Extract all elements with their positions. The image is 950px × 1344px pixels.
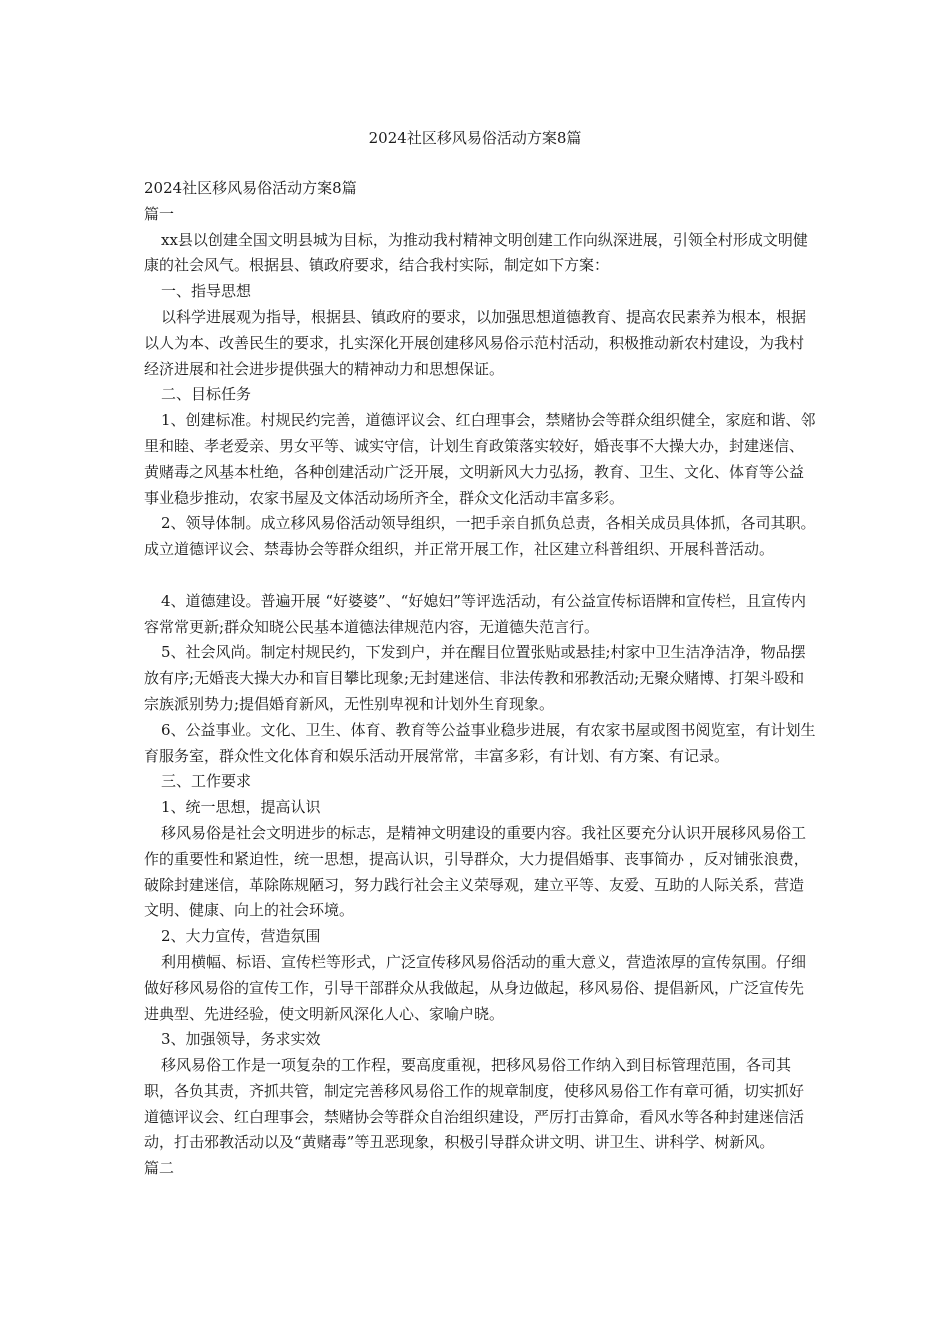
- requirement-1-title: 1、统一思想，提高认识: [161, 798, 321, 817]
- section-heading-2: 篇二: [144, 1159, 175, 1178]
- goal-item-5: 5、社会风尚。制定村规民约，下发到户，并在醒目位置张贴或悬挂;村家中卫生洁净洁净，物品摆放有序;无婚丧大操大办和盲目攀比现象;无封建迷信、非法传教和邪教活动;无聚众赌博、打架斗殴和宗族派别势力;提倡婚育新风，无性别卑视和计划外生育现象。: [144, 643, 806, 713]
- document-subtitle: 2024社区移风易俗活动方案8篇: [144, 179, 357, 197]
- heading-guiding-thought: 一、指导思想: [161, 282, 252, 301]
- requirement-2-body: 利用横幅、标语、宣传栏等形式，广泛宣传移风易俗活动的重大意义，营造浓厚的宣传氛围。仔细做好移风易俗的宣传工作，引导干部群众从我做起，从身边做起，移风易俗、提倡新风，广泛宣传先进典型、先进经验，使文明新风深化人心、家喻户晓。: [144, 952, 807, 1023]
- document-body: [144, 176, 816, 1182]
- intro-paragraph: xx县以创建全国文明县城为目标，为推动我村精神文明创建工作向纵深进展，引领全村形成文明健康的社会风气。根据县、镇政府要求，结合我村实际，制定如下方案：: [144, 230, 808, 275]
- guiding-thought-paragraph: 以科学进展观为指导，根据县、镇政府的要求，以加强思想道德教育、提高农民素养为根本，根据以人为本、改善民生的要求，扎实深化开展创建移风易俗示范村活动，积极推动新农村建设，为我村经济进展和社会进步提供强大的精神动力和思想保证。: [144, 307, 807, 378]
- heading-goals: 二、目标任务: [161, 385, 252, 404]
- requirement-3-body: 移风易俗工作是一项复杂的工作程，要高度重视，把移风易俗工作纳入到目标管理范围，各司其职，各负其责，齐抓共管，制定完善移风易俗工作的规章制度，使移风易俗工作有章可循，切实抓好道德评议会、红白理事会，禁赌协会等群众自治组织建设，严厉打击算命，看风水等各种封建迷信活动，打击邪教活动以及“黄赌毒”等丑恶现象，积极引导群众讲文明、讲卫生、讲科学、树新风。: [144, 1056, 805, 1152]
- goal-item-6: 6、公益事业。文化、卫生、体育、教育等公益事业稳步进展，有农家书屋或图书阅览室，有计划生育服务室，群众性文化体育和娱乐活动开展常常，丰富多彩，有计划、有方案、有记录。: [144, 720, 816, 765]
- goal-item-1: 1、创建标准。村规民约完善，道德评议会、红白理事会，禁赌协会等群众组织健全，家庭和谐、邻里和睦、孝老爱亲、男女平等、诚实守信，计划生育政策落实较好，婚丧事不大操大办，封建迷信、黄赌毒之风基本杜绝，各种创建活动广泛开展，文明新风大力弘扬，教育、卫生、文化、体育等公益事业稳步推动，农家书屋及文体活动场所齐全，群众文化活动丰富多彩。: [144, 411, 816, 507]
- requirement-2-title: 2、大力宣传，营造氛围: [161, 927, 321, 946]
- requirement-3-title: 3、加强领导，务求实效: [161, 1030, 321, 1049]
- requirement-1-body: 移风易俗是社会文明进步的标志，是精神文明建设的重要内容。我社区要充分认识开展移风易俗工作的重要性和紧迫性，统一思想，提高认识，引导群众，大力提倡婚事、丧事简办 ，反对铺张浪费，破除封建迷信，革除陈规陋习，努力践行社会主义荣辱观，建立平等、友爱、互助的人际关系，营造文明、健康、向上的社会环境。: [144, 823, 809, 920]
- goal-item-2: 2、领导体制。成立移风易俗活动领导组织，一把手亲自抓负总责，各相关成员具体抓，各司其职。成立道德评议会、禁毒协会等群众组织，并正常开展工作，社区建立科普组织、开展科普活动。: [144, 514, 816, 559]
- document-title: 2024社区移风易俗活动方案8篇: [368, 129, 582, 147]
- blank-line: [144, 563, 816, 589]
- section-heading-1: 篇一: [144, 204, 175, 223]
- goal-item-4: 4、道德建设。普遍开展 “好婆婆”、“好媳妇”等评选活动，有公益宣传标语牌和宣传栏，且宣传内容常常更新;群众知晓公民基本道德法律规范内容，无道德失范言行。: [144, 591, 806, 636]
- heading-requirements: 三、工作要求: [161, 772, 252, 791]
